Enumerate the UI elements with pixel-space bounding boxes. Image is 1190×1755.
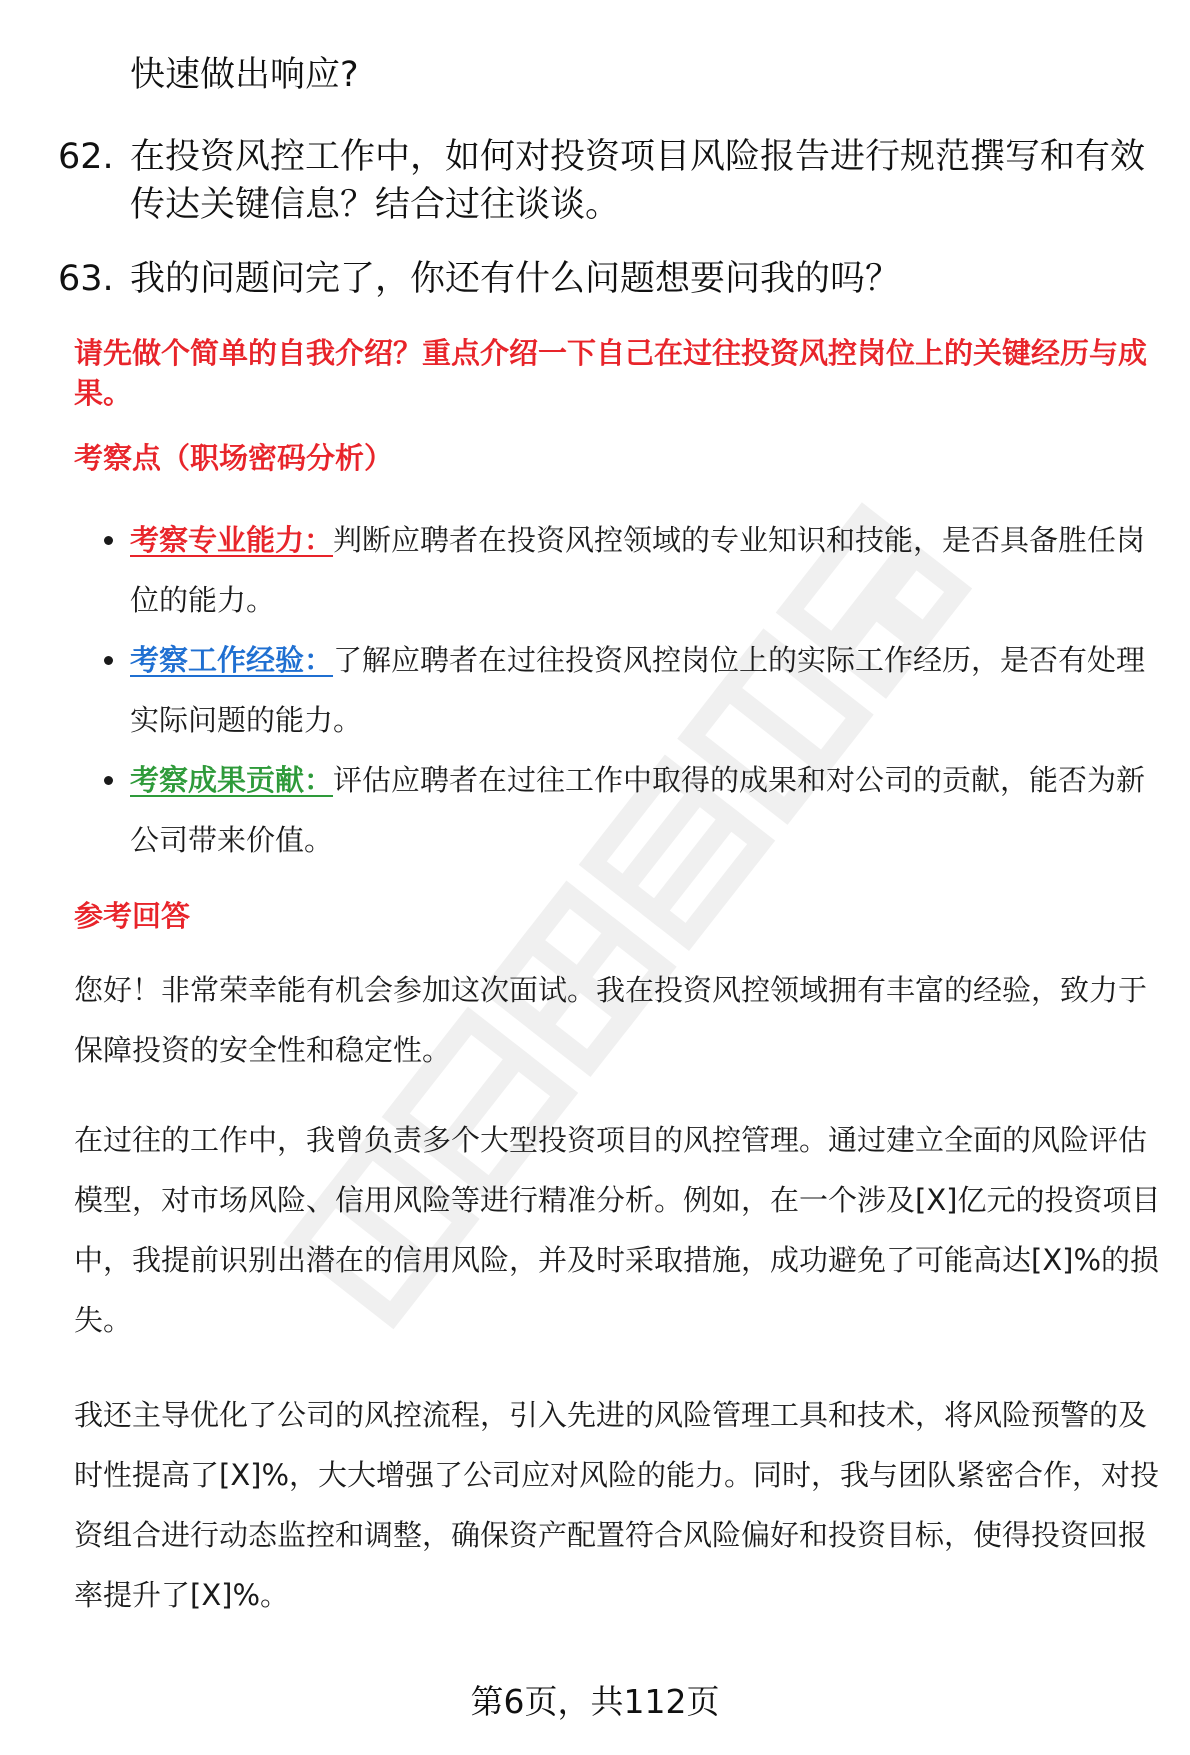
question-text: 在投资风控工作中，如何对投资项目风险报告进行规范撰写和有效传达关键信息？结合过往谈谈。 xyxy=(130,137,1146,225)
reference-answer-heading: 参考回答 xyxy=(74,899,191,933)
assessment-item xyxy=(100,750,1160,870)
assessment-label: 考察专业能力： xyxy=(130,523,334,557)
assessment-item xyxy=(100,630,1160,750)
answer-paragraph: 我还主导优化了公司的风控流程，引入先进的风险管理工具和技术，将风险预警的及时性提高了[X]%，大大增强了公司应对风险的能力。同时，我与团队紧密合作，对投资组合进行动态监控和调整，确保资产配置符合风险偏好和投资目标，使得投资回报率提升了[X]%。 xyxy=(74,1398,1160,1612)
assessment-label: 考察工作经验： xyxy=(130,643,334,677)
assessment-item xyxy=(100,510,1160,630)
assessment-text: 了解应聘者在过往投资风控岗位上的实际工作经历，是否有处理实际问题的能力。 xyxy=(130,643,1146,737)
question-number: 63. xyxy=(58,259,114,299)
bullet-icon xyxy=(104,776,113,785)
highlight-question: 请先做个简单的自我介绍？重点介绍一下自己在过往投资风控岗位上的关键经历与成果。 xyxy=(74,336,1148,410)
assessment-label: 考察成果贡献： xyxy=(130,763,334,797)
assessment-text: 判断应聘者在投资风控领域的专业知识和技能，是否具备胜任岗位的能力。 xyxy=(130,523,1146,617)
question-continuation: 快速做出响应? xyxy=(130,55,359,95)
bullet-icon xyxy=(104,656,113,665)
assessment-list xyxy=(100,510,1160,870)
bullet-icon xyxy=(104,536,113,545)
question-text: 我的问题问完了，你还有什么问题想要问我的吗？ xyxy=(130,259,901,299)
assessment-text: 评估应聘者在过往工作中取得的成果和对公司的贡献，能否为新公司带来价值。 xyxy=(130,763,1146,857)
answer-paragraph: 您好！非常荣幸能有机会参加这次面试。我在投资风控领域拥有丰富的经验，致力于保障投资的安全性和稳定性。 xyxy=(74,973,1148,1067)
page-footer: 第6页，共112页 xyxy=(470,1682,720,1721)
question-62 xyxy=(58,133,1148,229)
question-number: 62. xyxy=(58,137,114,177)
answer-paragraph: 在过往的工作中，我曾负责多个大型投资项目的风控管理。通过建立全面的风险评估模型，对市场风险、信用风险等进行精准分析。例如，在一个涉及[X]亿元的投资项目中，我提前识别出潜在的信用风险，并及时采取措施，成功避免了可能高达[X]%的损失。 xyxy=(74,1123,1161,1337)
question-63 xyxy=(58,255,1148,303)
assessment-heading: 考察点（职场密码分析） xyxy=(74,441,394,475)
